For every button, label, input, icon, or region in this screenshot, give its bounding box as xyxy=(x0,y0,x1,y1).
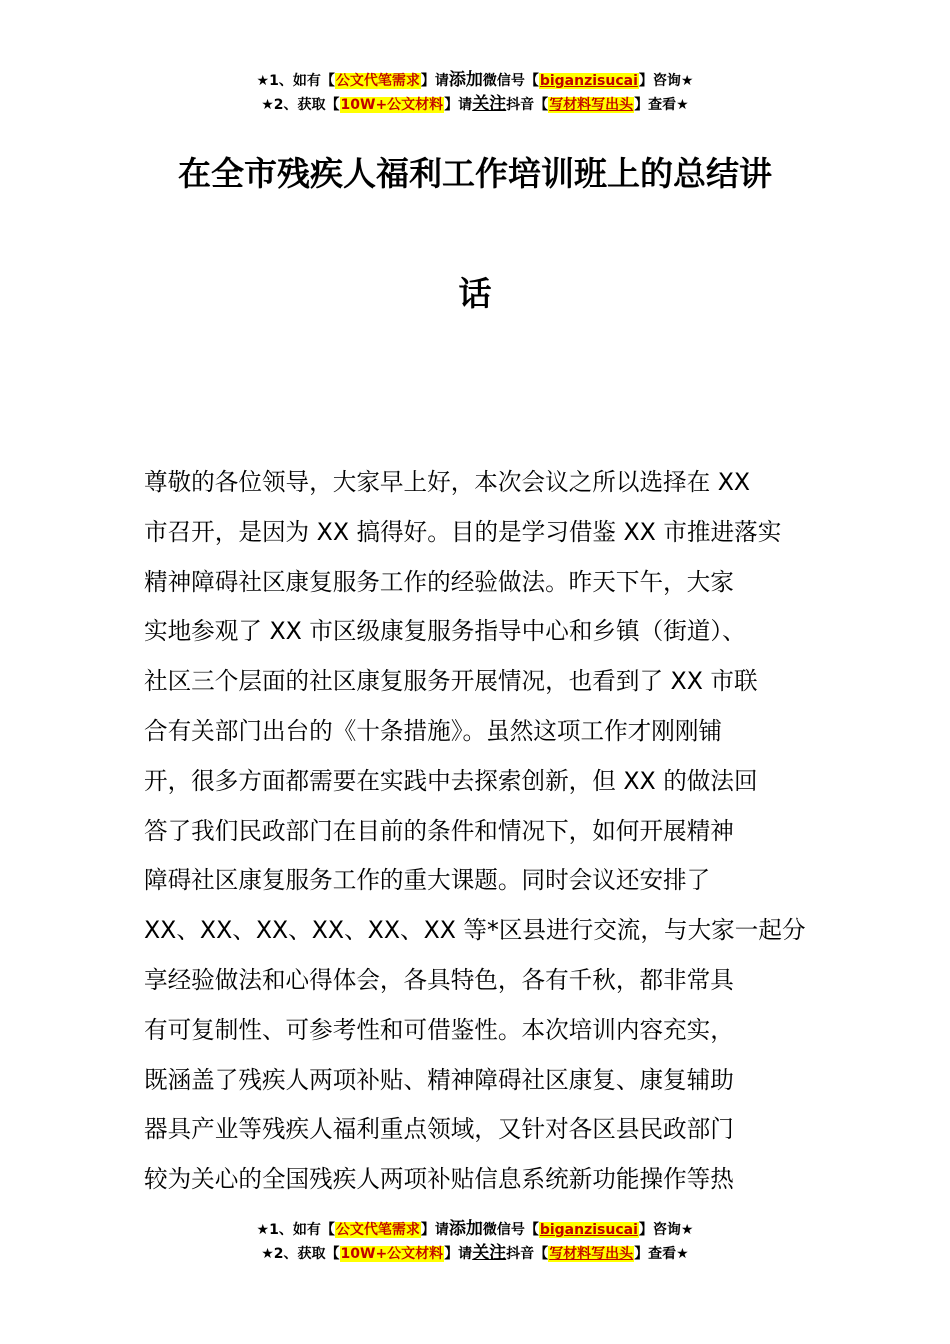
header-banner xyxy=(0,69,950,117)
document-title-line-2: 话 xyxy=(458,274,492,313)
banner-line-1 xyxy=(0,69,950,93)
highlight-service: 公文代笔需求 xyxy=(335,73,420,89)
banner-line-2 xyxy=(0,1242,950,1266)
banner-text: 】请 xyxy=(420,73,449,89)
body-line: 合有关部门出台的《十条措施》。虽然这项工作才刚刚铺 xyxy=(144,716,723,745)
banner-text: ★2、获取【 xyxy=(261,97,340,113)
banner-text: 】请 xyxy=(444,1246,473,1262)
footer-banner xyxy=(0,1218,950,1266)
body-line: 市召开，是因为 XX 搞得好。目的是学习借鉴 XX 市推进落实 xyxy=(144,517,782,546)
body-line: XX、XX、XX、XX、XX、XX 等*区县进行交流，与大家一起分 xyxy=(144,916,806,945)
banner-emphasis: 关注 xyxy=(472,1243,507,1263)
banner-emphasis: 添加 xyxy=(448,70,483,90)
banner-text: ★1、如有【 xyxy=(256,73,335,89)
body-line: 精神障碍社区康复服务工作的经验做法。昨天下午，大家 xyxy=(144,567,734,596)
banner-text: 】查看★ xyxy=(634,1246,689,1262)
body-line: 障碍社区康复服务工作的重大课题。同时会议还安排了 xyxy=(144,866,711,895)
banner-emphasis: 关注 xyxy=(472,94,507,114)
banner-text: ★2、获取【 xyxy=(261,1246,340,1262)
wechat-id-link[interactable]: biganzisucai xyxy=(539,1222,638,1238)
banner-text: 抖音【 xyxy=(506,97,549,113)
highlight-materials: 10W+公文材料 xyxy=(340,97,444,113)
banner-text: 】咨询★ xyxy=(638,1222,694,1238)
body-line: 社区三个层面的社区康复服务开展情况，也看到了 XX 市联 xyxy=(144,667,758,696)
wechat-id-link[interactable]: biganzisucai xyxy=(539,73,638,89)
banner-text: 】查看★ xyxy=(634,97,689,113)
douyin-account-link[interactable]: 写材料写出头 xyxy=(549,1246,634,1262)
body-line: 较为关心的全国残疾人两项补贴信息系统新功能操作等热 xyxy=(144,1165,734,1194)
banner-text: 微信号【 xyxy=(482,73,539,89)
highlight-materials: 10W+公文材料 xyxy=(340,1246,444,1262)
banner-text: 】请 xyxy=(420,1222,449,1238)
body-line: 答了我们民政部门在目前的条件和情况下，如何开展精神 xyxy=(144,816,734,845)
body-line: 有可复制性、可参考性和可借鉴性。本次培训内容充实， xyxy=(144,1015,734,1044)
banner-line-1 xyxy=(0,1218,950,1242)
body-line: 实地参观了 XX 市区级康复服务指导中心和乡镇（街道）、 xyxy=(144,617,746,646)
banner-text: 】咨询★ xyxy=(638,73,694,89)
body-line: 既涵盖了残疾人两项补贴、精神障碍社区康复、康复辅助 xyxy=(144,1065,734,1094)
body-line: 享经验做法和心得体会，各具特色，各有千秋，都非常具 xyxy=(144,965,734,994)
banner-text: 抖音【 xyxy=(506,1246,549,1262)
douyin-account-link[interactable]: 写材料写出头 xyxy=(549,97,634,113)
body-line: 器具产业等残疾人福利重点领域，又针对各区县民政部门 xyxy=(144,1115,734,1144)
banner-line-2 xyxy=(0,93,950,117)
banner-text: 】请 xyxy=(444,97,473,113)
document-title-line-1: 在全市残疾人福利工作培训班上的总结讲 xyxy=(178,154,772,193)
banner-emphasis: 添加 xyxy=(448,1219,483,1239)
banner-text: 微信号【 xyxy=(482,1222,539,1238)
body-line: 尊敬的各位领导，大家早上好，本次会议之所以选择在 XX xyxy=(144,468,751,496)
highlight-service: 公文代笔需求 xyxy=(335,1222,420,1238)
document-body xyxy=(144,458,808,1205)
body-line: 开，很多方面都需要在实践中去探索创新，但 XX 的做法回 xyxy=(144,766,758,795)
banner-text: ★1、如有【 xyxy=(256,1222,335,1238)
